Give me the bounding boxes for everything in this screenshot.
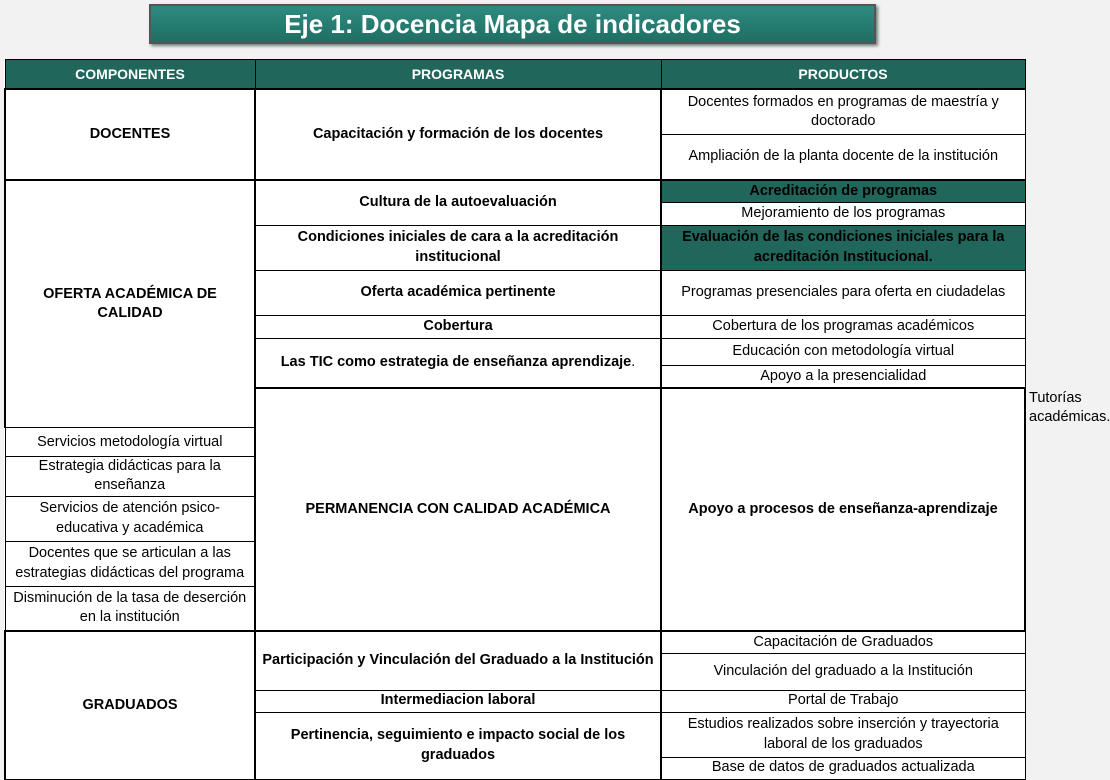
product-cell: Servicios metodología virtual [5, 428, 255, 457]
component-docentes: DOCENTES [5, 89, 255, 180]
header-productos: PRODUCTOS [661, 60, 1025, 90]
product-cell: Capacitación de Graduados [661, 631, 1025, 653]
product-cell: Servicios de atención psico-educativa y académica [5, 496, 255, 541]
product-cell: Vinculación del graduado a la Institución [661, 653, 1025, 690]
product-cell: Estrategia didácticas para la enseñanza [5, 457, 255, 496]
header-row [5, 60, 1025, 90]
product-cell: Base de datos de graduados actualizada [661, 757, 1025, 779]
indicators-table [4, 59, 1110, 780]
component-permanencia: PERMANENCIA CON CALIDAD ACADÉMICA [255, 388, 661, 631]
page-title: Eje 1: Docencia Mapa de indicadores [149, 4, 876, 44]
program-participacion: Participación y Vinculación del Graduado a la Institución [255, 631, 661, 690]
program-intermediacion: Intermediacion laboral [255, 690, 661, 712]
program-apoyo: Apoyo a procesos de enseñanza-aprendizaje [661, 388, 1025, 631]
program-capacitacion: Capacitación y formación de los docentes [255, 89, 661, 180]
product-cell-highlight: Acreditación de programas [661, 180, 1025, 202]
product-cell: Programas presenciales para oferta en ciudadelas [661, 270, 1025, 315]
product-cell: Mejoramiento de los programas [661, 202, 1025, 225]
product-cell: Apoyo a la presencialidad [661, 365, 1025, 388]
product-cell: Ampliación de la planta docente de la institución [661, 134, 1025, 180]
product-cell: Estudios realizados sobre inserción y trayectoria laboral de los graduados [661, 712, 1025, 757]
header-componentes: COMPONENTES [5, 60, 255, 90]
product-cell: Cobertura de los programas académicos [661, 315, 1025, 338]
table-row [5, 89, 1025, 134]
program-pertinencia: Pertinencia, seguimiento e impacto social de los graduados [255, 712, 661, 779]
product-cell-highlight: Evaluación de las condiciones iniciales para la acreditación Institucional. [661, 225, 1025, 270]
product-cell: Docentes formados en programas de maestría y doctorado [661, 89, 1025, 134]
product-cell: Disminución de la tasa de deserción en la institución [5, 586, 255, 631]
program-condiciones: Condiciones iniciales de cara a la acreditación institucional [255, 225, 661, 270]
program-cobertura: Cobertura [255, 315, 661, 338]
program-tic [255, 338, 661, 388]
product-cell: Educación con metodología virtual [661, 338, 1025, 365]
component-graduados: GRADUADOS [5, 631, 255, 779]
product-cell: Portal de Trabajo [661, 690, 1025, 712]
table-row [5, 180, 1025, 202]
component-oferta: OFERTA ACADÉMICA DE CALIDAD [5, 180, 255, 428]
product-cell: Docentes que se articulan a las estrategias didácticas del programa [5, 541, 255, 586]
program-tic-suffix: . [631, 354, 636, 371]
program-oferta: Oferta académica pertinente [255, 270, 661, 315]
program-autoevaluacion: Cultura de la autoevaluación [255, 180, 661, 225]
header-programas: PROGRAMAS [255, 60, 661, 90]
program-tic-label: Las TIC como estrategia de enseñanza aprendizaje [280, 354, 632, 371]
table-row: PERMANENCIA CON CALIDAD ACADÉMICA Apoyo a procesos de enseñanza-aprendizaje Tutorías académicas. [5, 388, 1025, 428]
table-row [5, 631, 1025, 653]
